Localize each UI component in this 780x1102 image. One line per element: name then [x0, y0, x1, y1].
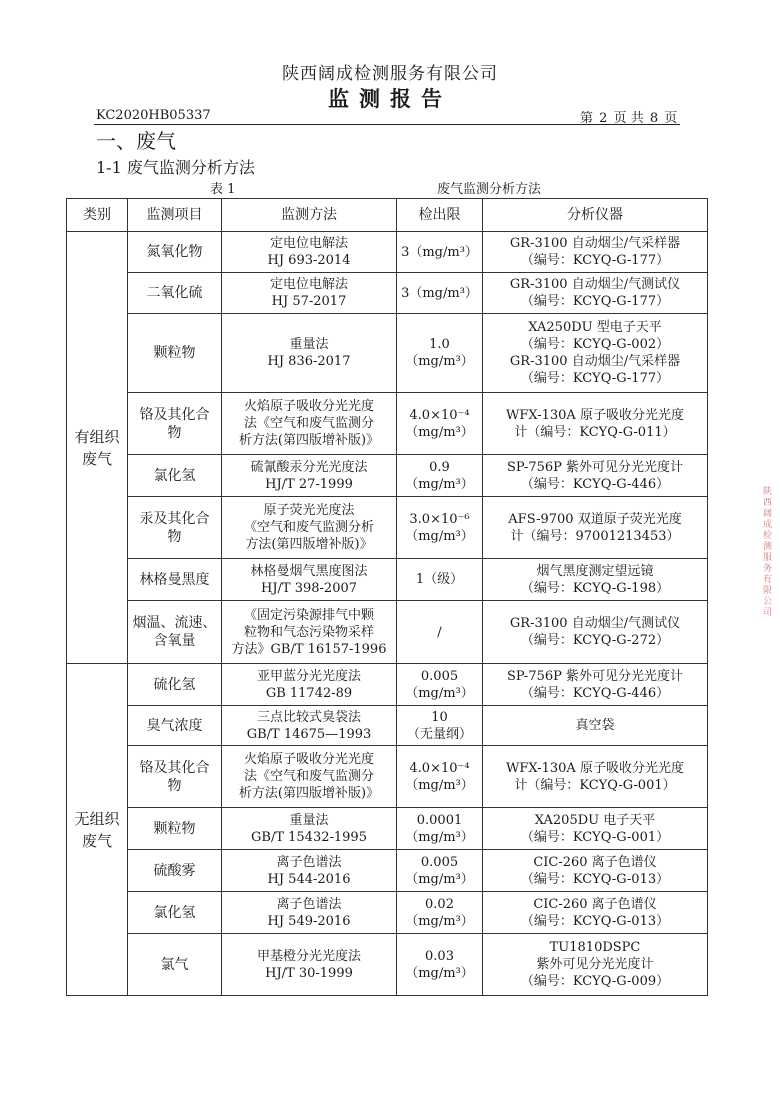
page-suffix: 页	[664, 111, 678, 126]
cell-item: 硫酸雾	[128, 850, 222, 892]
cell-item: 林格曼黑度	[128, 559, 222, 601]
table-row	[67, 393, 708, 455]
cell-item: 汞及其化合 物	[128, 497, 222, 559]
table-row	[67, 455, 708, 497]
cell-limit: 3（mg/m³）	[397, 273, 483, 314]
table-row	[67, 273, 708, 314]
cell-method: 重量法 GB/T 15432-1995	[222, 808, 397, 850]
header-category: 类别	[67, 199, 128, 232]
cell-item: 二氧化硫	[128, 273, 222, 314]
table-row	[67, 892, 708, 934]
report-title: 监测报告	[328, 86, 452, 111]
cell-limit: 10 （无量纲）	[397, 706, 483, 746]
cell-item: 烟温、流速、 含氧量	[128, 601, 222, 664]
cell-method: 重量法 HJ 836-2017	[222, 314, 397, 393]
page-mid: 页 共	[613, 111, 644, 126]
method-table	[66, 198, 708, 996]
cell-instrument: TU1810DSPC 紫外可见分光光度计 （编号：KCYQ-G-009）	[483, 934, 708, 996]
page-prefix: 第	[580, 111, 594, 126]
header-detection-limit: 检出限	[397, 199, 483, 232]
cell-instrument: GR-3100 自动烟尘/气测试仪 （编号：KCYQ-G-272）	[483, 601, 708, 664]
seal-stamp-edge: 陕西阔成检测服务有限公司	[761, 486, 771, 618]
cell-limit: 3（mg/m³）	[397, 232, 483, 273]
cell-item: 氯化氢	[128, 455, 222, 497]
table-row	[67, 934, 708, 996]
cell-limit: 0.9 （mg/m³）	[397, 455, 483, 497]
cell-instrument: XA250DU 型电子天平 （编号：KCYQ-G-002） GR-3100 自动烟尘/气采样器 （编号：KCYQ-G-177）	[483, 314, 708, 393]
cell-item: 氯气	[128, 934, 222, 996]
table-row	[67, 314, 708, 393]
cell-instrument: GR-3100 自动烟尘/气测试仪 （编号：KCYQ-G-177）	[483, 273, 708, 314]
cell-limit: 1（级）	[397, 559, 483, 601]
cell-item: 氯化氢	[128, 892, 222, 934]
cell-method: 三点比较式臭袋法 GB/T 14675—1993	[222, 706, 397, 746]
cell-limit: /	[397, 601, 483, 664]
cell-instrument: CIC-260 离子色谱仪 （编号：KCYQ-G-013）	[483, 850, 708, 892]
header-divider	[94, 124, 680, 125]
table-header-row	[67, 199, 708, 232]
table-caption-title: 废气监测分析方法	[437, 182, 542, 197]
cell-item: 臭气浓度	[128, 706, 222, 746]
table-row	[67, 706, 708, 746]
table-row	[67, 850, 708, 892]
section-subheading: 1-1 废气监测分析方法	[96, 158, 255, 177]
cell-instrument: SP-756P 紫外可见分光光度计 （编号：KCYQ-G-446）	[483, 664, 708, 706]
cell-item: 氮氧化物	[128, 232, 222, 273]
cell-method: 定电位电解法 HJ 693-2014	[222, 232, 397, 273]
header-method: 监测方法	[222, 199, 397, 232]
table-row	[67, 559, 708, 601]
cell-method: 亚甲蓝分光光度法 GB 11742-89	[222, 664, 397, 706]
cell-item: 颗粒物	[128, 314, 222, 393]
company-name: 陕西阔成检测服务有限公司	[282, 64, 498, 84]
cell-method: 离子色谱法 HJ 544-2016	[222, 850, 397, 892]
table-row	[67, 746, 708, 808]
cell-method: 《固定污染源排气中颗 粒物和气态污染物采样 方法》GB/T 16157-1996	[222, 601, 397, 664]
cell-item: 颗粒物	[128, 808, 222, 850]
table-row	[67, 664, 708, 706]
cell-instrument: 真空袋	[483, 706, 708, 746]
cell-instrument: WFX-130A 原子吸收分光光度 计（编号：KCYQ-G-011）	[483, 393, 708, 455]
cell-limit: 4.0×10⁻⁴ （mg/m³）	[397, 393, 483, 455]
cell-method: 火焰原子吸收分光光度 法《空气和废气监测分 析方法(第四版增补版)》	[222, 746, 397, 808]
cell-method: 原子荧光光度法 《空气和废气监测分析 方法(第四版增补版)》	[222, 497, 397, 559]
cell-limit: 0.03 （mg/m³）	[397, 934, 483, 996]
cell-method: 离子色谱法 HJ 549-2016	[222, 892, 397, 934]
cell-limit: 0.02 （mg/m³）	[397, 892, 483, 934]
cell-instrument: CIC-260 离子色谱仪 （编号：KCYQ-G-013）	[483, 892, 708, 934]
page-current: 2	[599, 111, 608, 126]
cell-method: 林格曼烟气黑度图法 HJ/T 398-2007	[222, 559, 397, 601]
cell-method: 硫氰酸汞分光光度法 HJ/T 27-1999	[222, 455, 397, 497]
table-row	[67, 497, 708, 559]
report-number: KC2020HB05337	[96, 108, 211, 123]
cell-limit: 3.0×10⁻⁶ （mg/m³）	[397, 497, 483, 559]
cell-limit: 0.005 （mg/m³）	[397, 664, 483, 706]
page-total: 8	[649, 111, 659, 126]
cell-method: 定电位电解法 HJ 57-2017	[222, 273, 397, 314]
cell-instrument: 烟气黑度测定望远镜 （编号：KCYQ-G-198）	[483, 559, 708, 601]
cell-item: 硫化氢	[128, 664, 222, 706]
cell-instrument: SP-756P 紫外可见分光光度计 （编号：KCYQ-G-446）	[483, 455, 708, 497]
header-instrument: 分析仪器	[483, 199, 708, 232]
cell-instrument: WFX-130A 原子吸收分光光度 计（编号：KCYQ-G-001）	[483, 746, 708, 808]
table-row	[67, 601, 708, 664]
cell-instrument: GR-3100 自动烟尘/气采样器 （编号：KCYQ-G-177）	[483, 232, 708, 273]
cell-method: 甲基橙分光光度法 HJ/T 30-1999	[222, 934, 397, 996]
cell-method: 火焰原子吸收分光光度 法《空气和废气监测分 析方法(第四版增补版)》	[222, 393, 397, 455]
table-row	[67, 808, 708, 850]
section-heading: 一、废气	[96, 129, 176, 153]
category-organized: 有组织 废气	[67, 232, 128, 664]
header-item: 监测项目	[128, 199, 222, 232]
table-caption-number: 表 1	[210, 182, 236, 197]
cell-limit: 0.0001 （mg/m³）	[397, 808, 483, 850]
cell-item: 铬及其化合 物	[128, 746, 222, 808]
cell-instrument: XA205DU 电子天平 （编号：KCYQ-G-001）	[483, 808, 708, 850]
cell-limit: 4.0×10⁻⁴ （mg/m³）	[397, 746, 483, 808]
cell-limit: 0.005 （mg/m³）	[397, 850, 483, 892]
cell-item: 铬及其化合 物	[128, 393, 222, 455]
cell-instrument: AFS-9700 双道原子荧光光度 计（编号：97001213453）	[483, 497, 708, 559]
category-unorganized: 无组织 废气	[67, 664, 128, 996]
cell-limit: 1.0 （mg/m³）	[397, 314, 483, 393]
table-row	[67, 232, 708, 273]
